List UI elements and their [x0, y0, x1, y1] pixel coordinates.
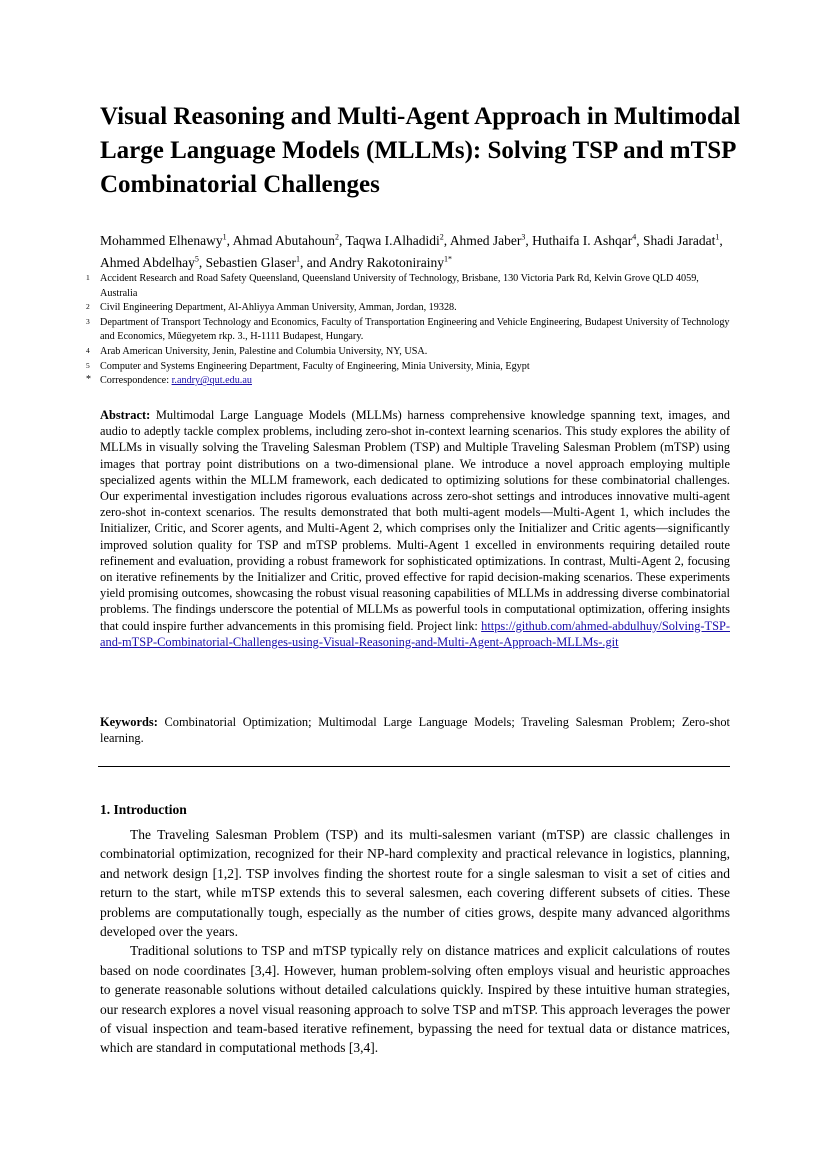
- author: Taqwa I.Alhadidi$^2$,: [345, 232, 450, 248]
- author: Andry Rakotonirainy$^{1*}$: [328, 254, 452, 270]
- author: Ahmed Abdelhay$^5$,: [100, 254, 206, 270]
- affiliation-item: 5 Computer and Systems Engineering Department, Faculty of Engineering, Minia University, Minia, Egypt: [86, 360, 530, 372]
- keywords-label: Keywords:: [100, 715, 158, 729]
- project-link[interactable]: https://github.com/ahmed-abdulhuy/Solving-TSP-and-mTSP-Combinatorial-Challenges-using-Visual-Reasoning-and-Multi-Agent-Approach-MLLMs-.git: [100, 618, 730, 649]
- author-list: [100, 230, 730, 274]
- author: Mohammed Elhenawy$^1$,: [100, 232, 233, 248]
- affiliation-item: 2 Civil Engineering Department, Al-Ahliyya Amman University, Amman, Jordan, 19328.: [86, 302, 457, 314]
- affiliation-item: 1 Accident Research and Road Safety Queensland, Queensland University of Technology, Brisbane, 130 Victoria Park Rd, Kelvin Grove QLD 4059, Australia: [86, 273, 699, 299]
- correspondence-email-link[interactable]: r.andry@qut.edu.au: [171, 375, 252, 387]
- author: Ahmed Jaber$^3$,: [449, 232, 533, 248]
- author: Ahmad Abutahoun$^2$,: [232, 232, 346, 248]
- keywords-text: Combinatorial Optimization; Multimodal Large Language Models; Traveling Salesman Problem; Zero-shot learning.: [100, 715, 730, 746]
- section-body: [100, 825, 730, 1058]
- affiliation-list: [86, 272, 736, 389]
- body-paragraph: Traditional solutions to TSP and mTSP typically rely on distance matrices and explicit calculations of routes based on node coordinates [3,4]. However, human problem-solving often employs visual and heuristic approaches to generate reasonable solutions without detailed calculations quickly. Inspired by these intuitive human strategies, our research explores a novel visual reasoning approach to solve TSP and mTSP. This approach leverages the power of visual inspection and team-based iterative refinement, bypassing the need for textual data or distance matrices, which are standard in computational methods [3,4].: [100, 943, 730, 1056]
- body-paragraph: The Traveling Salesman Problem (TSP) and its multi-salesmen variant (mTSP) are classic challenges in combinatorial optimization, recognized for their NP-hard complexity and practical relevance in logistics, planning, and network design [1,2]. TSP involves finding the shortest route for a single salesman to visit a set of cities and return to the start, while mTSP extends this to several salesmen, each covering different subsets of cities. These problems are computationally tough, especially as the number of cities grows, despite many advanced algorithms developed over the years.: [100, 827, 730, 940]
- abstract-label: Abstract:: [100, 408, 151, 422]
- abstract: [100, 407, 730, 650]
- author: Shadi Jaradat$^1$,: [643, 232, 723, 248]
- section-divider: [98, 766, 730, 767]
- section-heading: 1. Introduction: [100, 802, 187, 817]
- affiliation-item: 4 Arab American University, Jenin, Palestine and Columbia University, NY, USA.: [86, 345, 428, 357]
- abstract-text: Multimodal Large Language Models (MLLMs) harness comprehensive knowledge spanning text, images, and audio to adeptly tackle complex problems, including zero-shot in-context learning scenarios. This study explores the ability of MLLMs in visually solving the Traveling Salesman Problem (TSP) and Multiple Traveling Salesman Problem (mTSP) using images that portray point distributions on a two-dimensional plane. We introduce a novel approach employing multiple specialized agents within the MLLM framework, each dedicated to optimizing solutions for these combinatorial challenges. Our experimental investigation includes rigorous evaluations across zero-shot settings and introduces innovative multi-agent zero-shot in-context scenarios. The results demonstrated that both multi-agent models—Multi-Agent 1, which includes the Initializer, Critic, and Scorer agents, and Multi-Agent 2, which comprises only the Initializer and Critic agents—significantly improved solution quality for TSP and mTSP problems. Multi-Agent 1 excelled in environments requiring detailed route refinement and evaluation, providing a robust framework for sophisticated optimizations. In contrast, Multi-Agent 2, focusing on iterative refinements by the Initializer and Critic, proved effective for rapid decision-making scenarios. These experiments yield promising outcomes, showcasing the robust visual reasoning capabilities of MLLMs in addressing diverse combinatorial problems. The findings underscore the potential of MLLMs as powerful tools in computational optimization, offering insights that could inspire further advancements in this promising field. Project link:: [100, 408, 730, 633]
- affiliation-item: 3 Department of Transport Technology and Economics, Faculty of Transportation Engineering and Vehicle Engineering, Budapest University of Technology and Economics, Műegyetem rkp. 3., H-1111 Budapest, Hungary.: [86, 316, 730, 343]
- author: Huthaifa I. Ashqar$^4$,: [532, 232, 644, 248]
- correspondence-line: * Correspondence: r.andry@qut.edu.au: [86, 374, 252, 387]
- paper-title: Visual Reasoning and Multi-Agent Approach in Multimodal Large Language Models (MLLMs): Solving TSP and mTSP Combinatorial Challenges: [100, 103, 741, 198]
- keywords: [100, 714, 730, 746]
- author: Sebastien Glaser$^1$, and: [205, 254, 329, 270]
